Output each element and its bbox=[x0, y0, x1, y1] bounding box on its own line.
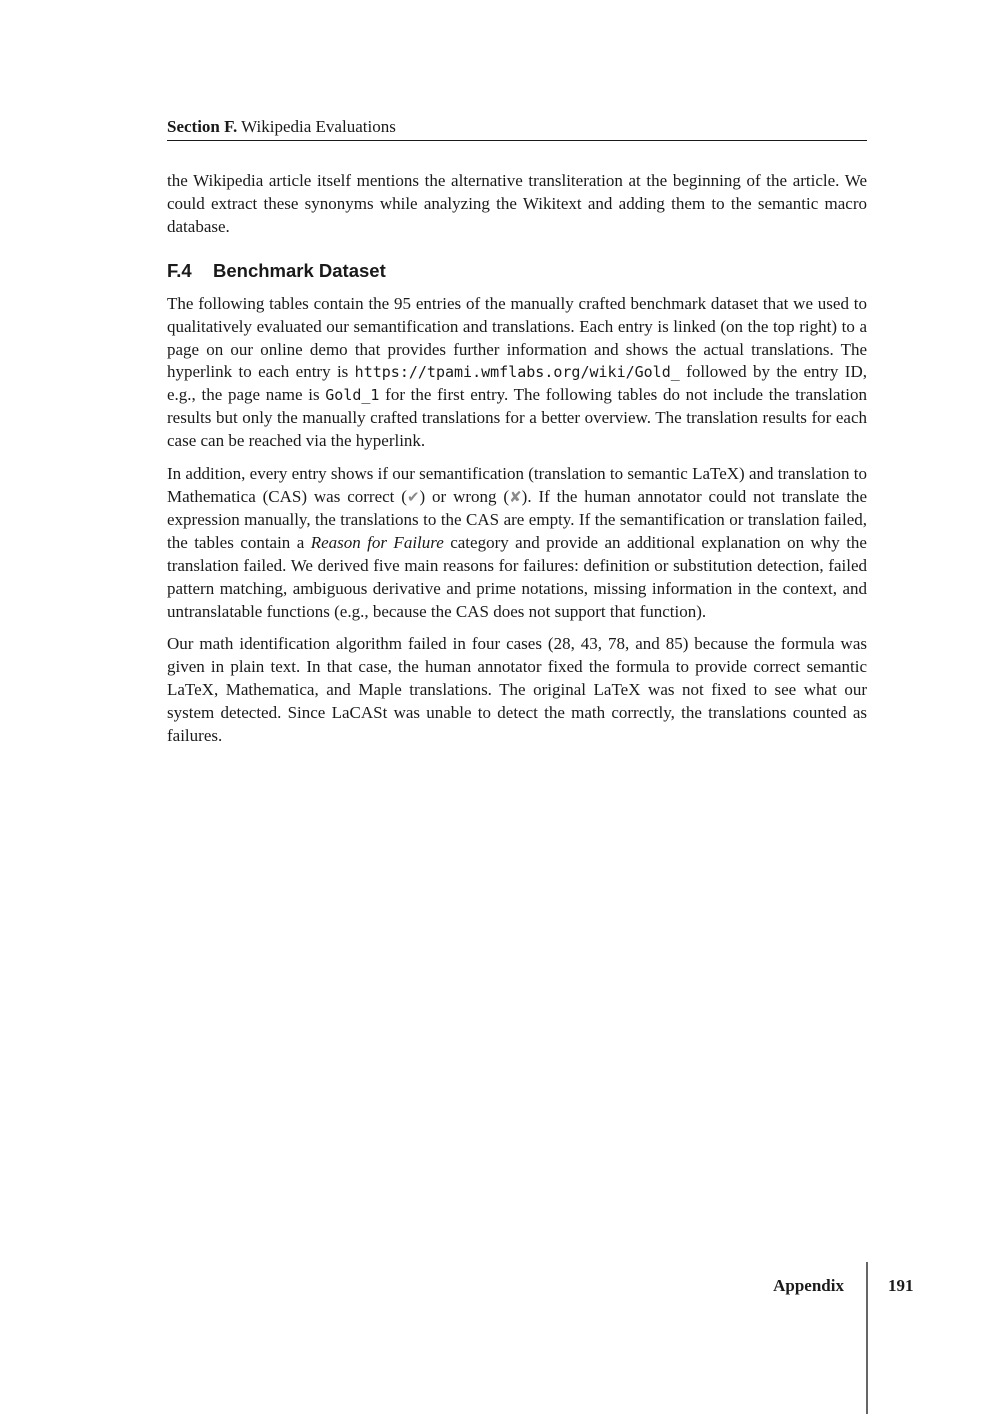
body-text bbox=[167, 170, 867, 758]
paragraph-math-identification: Our math identification algorithm failed in four cases (28, 43, 78, and 85) because the formula was given in plain text. In that case, the human annotator fixed the formula to provide correct semantic LaTeX, Mathematica, and Maple translations. The original LaTeX was not fixed to see what our system detected. Since LaCASt was unable to detect the math correctly, the translations counted as failures. bbox=[167, 634, 867, 746]
hyperlink-url[interactable]: https://tpami.wmflabs.org/wiki/Gold_ bbox=[354, 363, 680, 382]
text-run: ) or wrong ( bbox=[419, 486, 510, 506]
text-run: category and provide an additional explanation on why the translation failed. We derived five main reasons for failures: definition or substitution detection, failed pattern matching, ambiguous derivative and prime notations, missing information in the context, and untranslatable functions (e.g., because the CAS does not support that function). bbox=[167, 532, 867, 621]
cross-icon: ✘ bbox=[509, 487, 522, 506]
emphasis-reason-for-failure: Reason for Failure bbox=[310, 532, 444, 552]
footer-divider bbox=[866, 1262, 868, 1414]
paragraph-dataset-intro bbox=[167, 293, 867, 453]
running-header bbox=[167, 116, 867, 141]
footer-label: Appendix bbox=[773, 1276, 844, 1295]
text-run: The following tables contain the 95 entries of the manually crafted benchmark dataset that we used to qualitatively evaluated our semantification and translations. Each entry is linked (on the top right) to a page on our online demo that provides further information and shows the actual translations. The hyperlink to each entry is bbox=[167, 293, 867, 382]
paragraph-continuation: the Wikipedia article itself mentions the alternative transliteration at the beginning of the article. We could extract these synonyms while analyzing the Wikitext and adding them to the semantic macro database. bbox=[167, 171, 867, 236]
subsection-title: Benchmark Dataset bbox=[213, 259, 386, 281]
page-name-code: Gold_1 bbox=[325, 386, 380, 405]
section-title: Wikipedia Evaluations bbox=[241, 117, 396, 136]
text-run: for the first entry. The following tables do not include the translation results but only the manually crafted translations for a better overview. The translation results for each case can be reached via the hyperlink. bbox=[167, 385, 867, 451]
text-run: ). If the human annotator could not translate the expression manually, the translations to the CAS are empty. If the semantification or translation failed, the tables contain a bbox=[167, 486, 868, 552]
text-run: followed by the entry ID, e.g., the page name is bbox=[167, 362, 867, 405]
section-label: Section F. bbox=[167, 117, 238, 136]
text-run: In addition, every entry shows if our semantification (translation to semantic LaTeX) and translation to Mathematica (CAS) was correct ( bbox=[167, 464, 867, 506]
subsection-number: F.4 bbox=[167, 259, 192, 281]
check-icon: ✔ bbox=[406, 487, 420, 506]
subsection-heading bbox=[167, 259, 867, 283]
paragraph-correctness bbox=[167, 463, 867, 623]
page-number: 191 bbox=[888, 1276, 914, 1295]
